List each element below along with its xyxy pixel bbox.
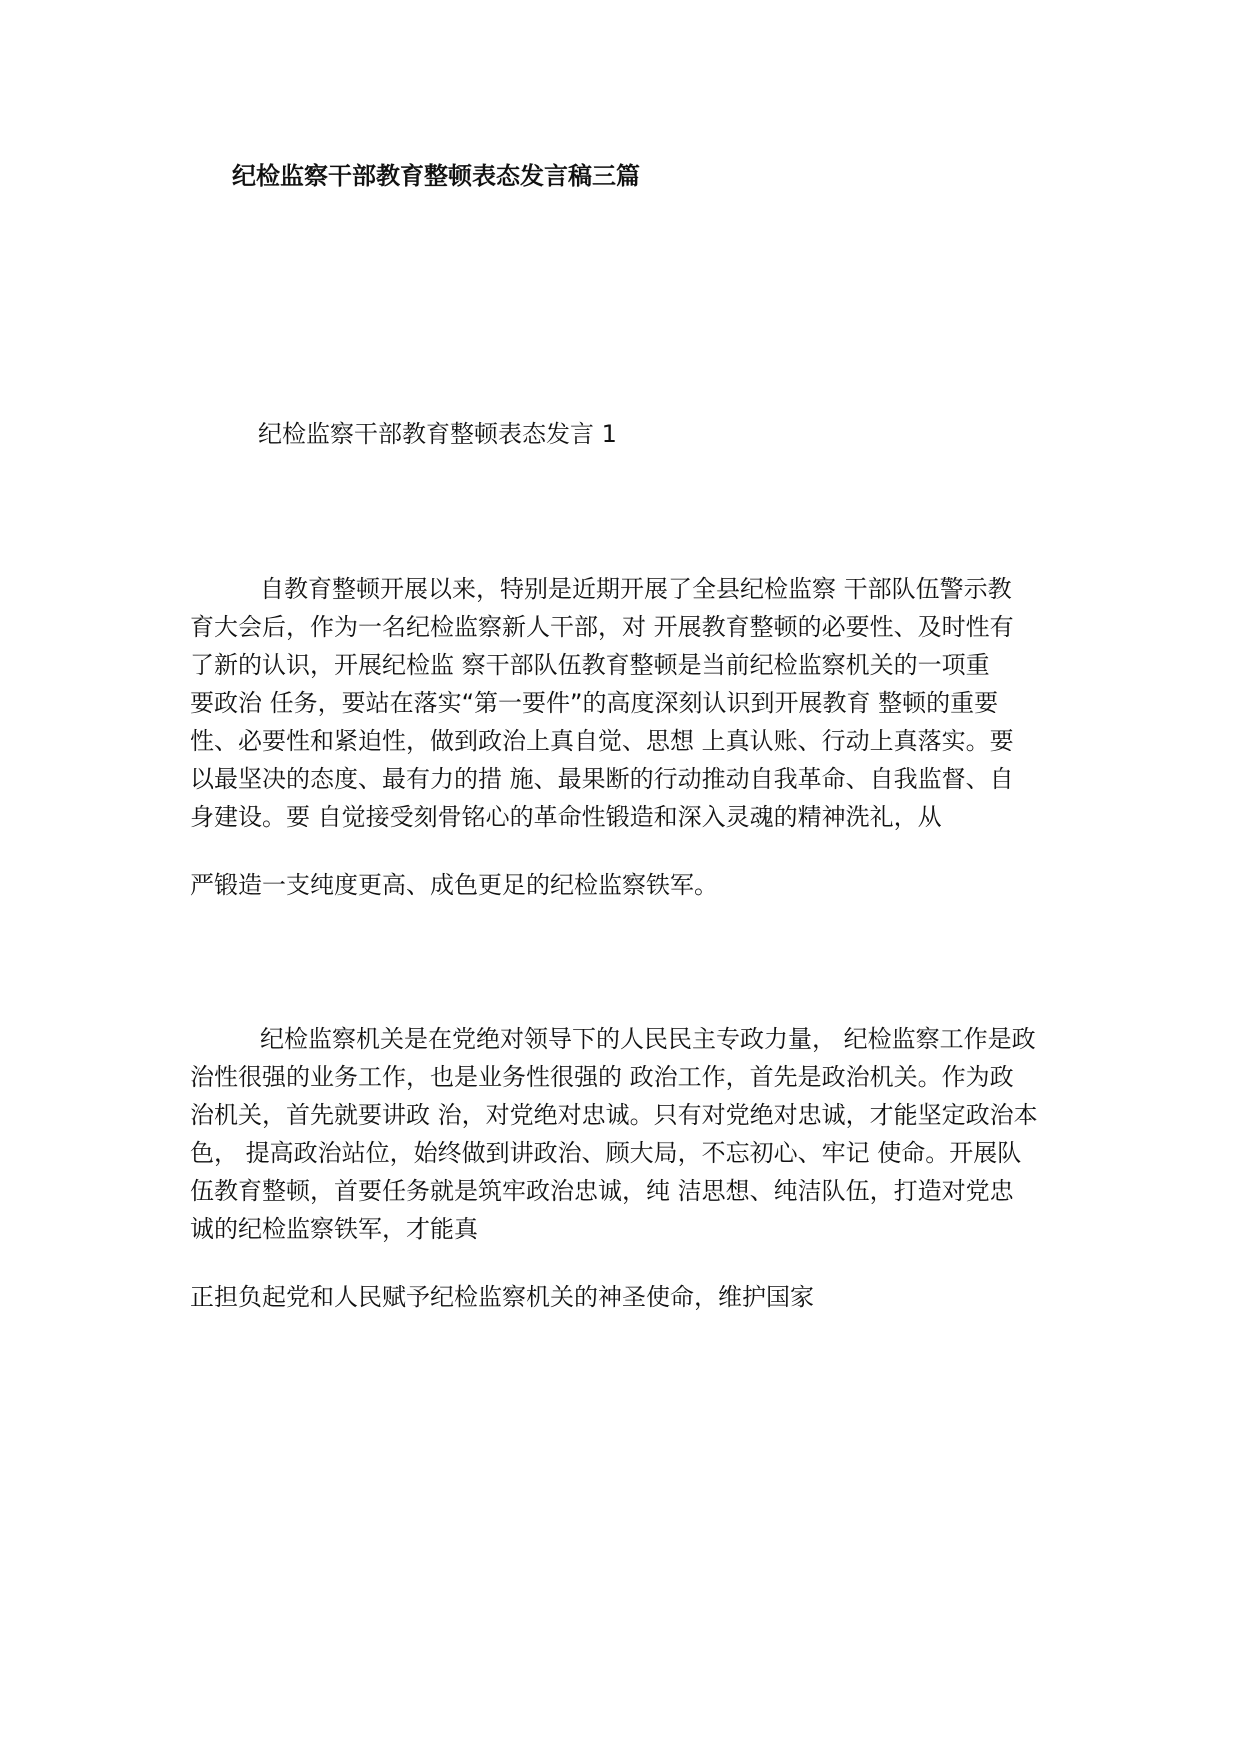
paragraph-1-line: 性、必要性和紧迫性，做到政治上真自觉、思想 上真认账、行动上真落实。要	[190, 727, 1014, 755]
paragraph-2-continuation	[190, 1278, 1052, 1316]
paragraph-2-line: 治机关，首先就要讲政 治，对党绝对忠诚。只有对党绝对忠诚，才能坚定政治本	[190, 1101, 1038, 1129]
paragraph-2	[190, 1020, 1052, 1248]
paragraph-2-line: 色， 提高政治站位，始终做到讲政治、顾大局，不忘初心、牢记 使命。开展队	[190, 1139, 1022, 1167]
paragraph-1	[190, 570, 1052, 836]
paragraph-1-line: 身建设。要 自觉接受刻骨铭心的革命性锻造和深入灵魂的精神洗礼，从	[190, 803, 942, 831]
paragraph-1-continuation-line: 严锻造一支纯度更高、成色更足的纪检监察铁军。	[190, 871, 718, 899]
paragraph-1-line: 育大会后，作为一名纪检监察新人干部，对 开展教育整顿的必要性、及时性有	[190, 613, 1014, 641]
paragraph-2-line: 伍教育整顿，首要任务就是筑牢政治忠诚，纯 洁思想、纯洁队伍，打造对党忠	[190, 1177, 1014, 1205]
document-title: 纪检监察干部教育整顿表态发言稿三篇	[232, 162, 640, 190]
paragraph-2-continuation-line: 正担负起党和人民赋予纪检监察机关的神圣使命，维护国家	[190, 1283, 814, 1311]
paragraph-1-continuation	[190, 866, 1052, 904]
paragraph-1-line: 以最坚决的态度、最有力的措 施、最果断的行动推动自我革命、自我监督、自	[190, 765, 1014, 793]
paragraph-1-line: 了新的认识，开展纪检监 察干部队伍教育整顿是当前纪检监察机关的一项重	[190, 651, 990, 679]
paragraph-2-line: 治性很强的业务工作，也是业务性很强的 政治工作，首先是政治机关。作为政	[190, 1063, 1014, 1091]
paragraph-2-line: 诚的纪检监察铁军，才能真	[190, 1215, 478, 1243]
paragraph-2-line: 纪检监察机关是在党绝对领导下的人民民主专政力量， 纪检监察工作是政	[260, 1025, 1036, 1053]
paragraph-1-line: 自教育整顿开展以来，特别是近期开展了全县纪检监察 干部队伍警示教	[260, 575, 1012, 603]
section-title: 纪检监察干部教育整顿表态发言 1	[258, 420, 617, 448]
paragraph-1-line: 要政治 任务，要站在落实“第一要件”的高度深刻认识到开展教育 整顿的重要	[190, 689, 999, 717]
